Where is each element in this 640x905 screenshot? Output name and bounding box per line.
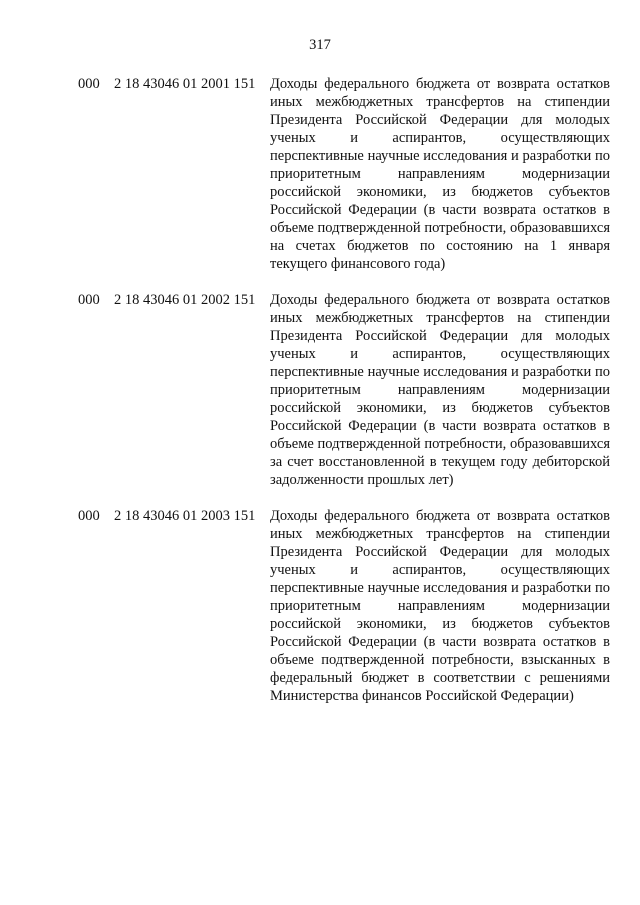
budget-code-list: [78, 75, 610, 723]
income-code: 2 18 43046 01 2002 151: [114, 292, 256, 308]
admin-code: 000: [78, 292, 100, 308]
income-description: Доходы федерального бюджета от возврата остатков иных межбюджетных трансфертов на стипендии Президента Российской Федерации для молодых ученых и аспирантов, осуществляющих перспективные научные исследования и разработки по приоритетным направлениям модернизации российской экономики, из бюджетов субъектов Российской Федерации (в части возврата остатков в объеме подтвержденной потребности, образовавшихся на счетах бюджетов по состоянию на 1 января текущего финансового года): [270, 76, 610, 272]
list-item: [78, 291, 610, 489]
admin-code: 000: [78, 76, 100, 92]
list-item: [78, 75, 610, 273]
income-code: 2 18 43046 01 2001 151: [114, 76, 256, 92]
page-number: 317: [309, 37, 331, 53]
income-code: 2 18 43046 01 2003 151: [114, 508, 256, 524]
income-description: Доходы федерального бюджета от возврата остатков иных межбюджетных трансфертов на стипендии Президента Российской Федерации для молодых ученых и аспирантов, осуществляющих перспективные научные исследования и разработки по приоритетным направлениям модернизации российской экономики, из бюджетов субъектов Российской Федерации (в части возврата остатков в объеме подтвержденной потребности, образовавшихся за счет восстановленной в текущем году дебиторской задолженности прошлых лет): [270, 292, 610, 488]
income-description: Доходы федерального бюджета от возврата остатков иных межбюджетных трансфертов на стипендии Президента Российской Федерации для молодых ученых и аспирантов, осуществляющих перспективные научные исследования и разработки по приоритетным направлениям модернизации российской экономики, из бюджетов субъектов Российской Федерации (в части возврата остатков в объеме подтвержденной потребности, взысканных в федеральный бюджет в соответствии с решениями Министерства финансов Российской Федерации): [270, 508, 610, 704]
admin-code: 000: [78, 508, 100, 524]
list-item: [78, 507, 610, 705]
